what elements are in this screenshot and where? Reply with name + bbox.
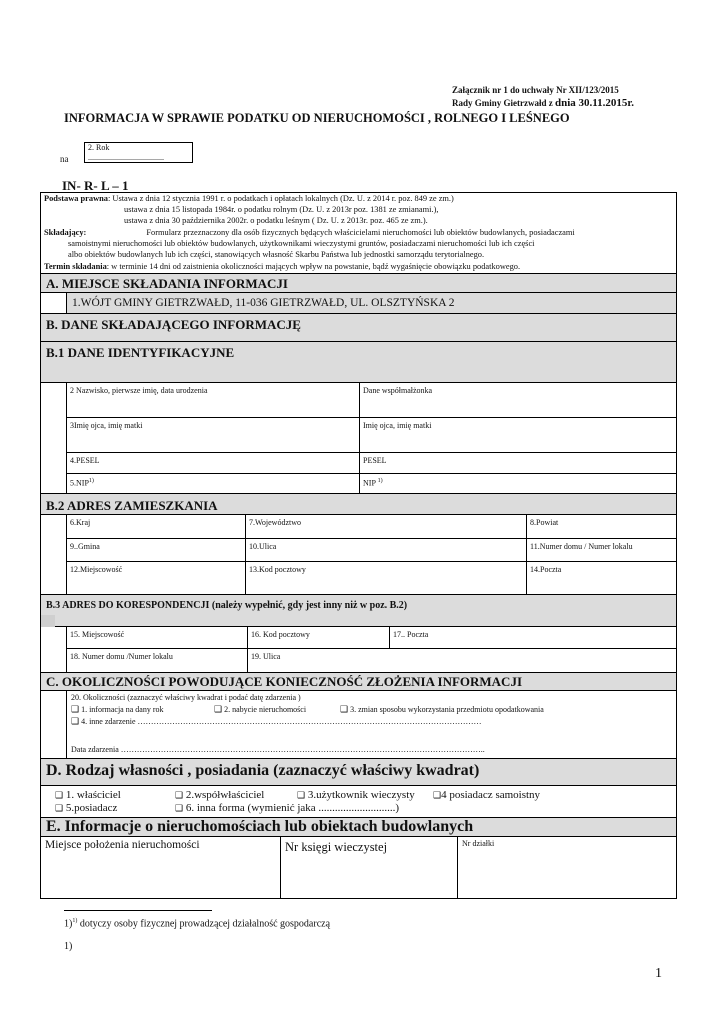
parents-label: 3Imię ojca, imię matki [70,421,143,430]
k-ulica-label: 19. Ulica [251,652,281,661]
d-opt6-label: 6. inna forma (wymienić jaka ............................) [185,802,400,814]
checkbox-icon[interactable]: ❑ [297,791,306,801]
checkbox-icon[interactable]: ❑ [55,804,64,814]
c-intro: 20. Okoliczności (zaznaczyć właściwy kwadrat i podać datę zdarzenia ) [71,693,301,702]
wojewodztwo-label: 7.Województwo [249,518,302,527]
section-b2-title: B.2 ADRES ZAMIESZKANIA [46,498,218,513]
d-opt5-label: 5.posiadacz [65,802,118,814]
kraj-field[interactable] [66,514,246,539]
k-kod-label: 16. Kod pocztowy [251,630,310,639]
e-kw-field[interactable] [280,836,458,899]
d-opt4-label: 4 posiadacz samoistny [441,789,541,801]
pesel-field[interactable] [66,452,360,474]
parents-field[interactable] [66,417,360,453]
page-number: 1 [655,966,662,981]
section-c-body [66,690,677,759]
spouse-pesel-label: PESEL [363,456,387,465]
section-b3-title: B.3 ADRES DO KORESPONDENCJI (należy wypełnić, gdy jest inny niż w poz. B.2) [46,600,408,611]
wojewodztwo-field[interactable] [245,514,527,539]
footnote-1-sup: 1) [72,918,78,924]
k-poczta-label: 17.. Poczta [393,630,429,639]
e-col3-label: Nr działki [462,839,495,848]
name-field[interactable] [66,382,360,418]
e-col2-label: Nr księgi wieczystej [285,840,388,854]
checkbox-icon[interactable]: ❑ [175,791,184,801]
spouse-parents-label: Imię ojca, imię matki [363,421,432,430]
checkbox-icon[interactable]: ❑ [175,804,184,814]
footnote-1-text: dotyczy osoby fizycznej prowadzącej działalność gospodarczą [77,918,331,930]
section-b-header [40,313,677,342]
checkbox-icon[interactable]: ❑ [433,791,442,801]
checkbox-icon[interactable]: ❑ [55,791,64,801]
pesel-label: 4.PESEL [70,456,100,465]
d-opt3-label: 3.użytkownik wieczysty [307,789,415,801]
powiat-label: 8.Powiat [530,518,559,527]
footnote-separator [64,910,212,911]
c-date-line: Data zdarzenia ……………………………………………………………………………………………………………………….. [71,745,485,754]
page-title: INFORMACJA W SPRAWIE PODATKU OD NIERUCHOMOŚCI , ROLNEGO I LEŚNEGO [64,111,570,125]
k-miejscowosc-label: 15. Miejscowość [70,630,125,639]
checkbox-icon[interactable]: ❑ [340,705,349,715]
basis-text-1: : Ustawa z dnia 12 stycznia 1991 r. o podatkach i opłatach lokalnych (Dz. U. z 2014 r. poz. 849 ze zm.) [107,194,454,203]
kod-field[interactable] [245,561,527,595]
d-opt5[interactable] [55,802,117,815]
attachment-line-2-prefix: Rady Gminy Gietrzwałd z [452,98,555,108]
b3-shade-block [41,615,55,627]
spouse-nip-label [363,477,383,488]
miejscowosc-field[interactable] [66,561,246,595]
d-opt1-label: 1. właściciel [65,789,121,801]
checkbox-icon[interactable]: ❑ [214,705,223,715]
section-b1-header [40,341,677,383]
k-ulica-field[interactable] [247,648,677,673]
checkbox-icon[interactable]: ❑ [71,705,80,715]
basis-line-7 [44,262,520,272]
nip-footnote-mark: 1) [88,478,94,484]
nip-label [70,477,94,488]
poczta-field[interactable] [526,561,677,595]
basis-text-7: : w terminie 14 dni od zaistnienia okoliczności mających wpływ na powstanie, bądź wygaśnięcie obowiązku podatkowego. [106,262,521,271]
section-b-title: B. DANE SKŁADAJĄCEGO INFORMACJĘ [46,317,301,332]
section-a-address: 1.WÓJT GMINY GIETRZWAŁD, 11-036 GIETRZWAŁD, UL. OLSZTYŃSKA 2 [72,297,455,309]
e-location-field[interactable] [40,836,281,899]
rok-label: 2. Rok [88,143,110,152]
basis-line-5: samoistnymi nieruchomości lub obiektów budowlanych, użytkownikami wieczystymi gruntów, posiadaczami nieruchomości lub ich części [68,239,535,248]
ulica-label: 10.Ulica [249,542,277,551]
c-opt2-label: 2. nabycie nieruchomości [224,705,307,714]
basis-line-2: ustawa z dnia 15 listopada 1984r. o podatku rolnym (Dz. U. z 2013r poz. 1381 ze zmianami.), [124,205,439,214]
section-a-title: A. MIEJSCE SKŁADANIA INFORMACJI [46,276,288,291]
section-e-title: E. Informacje o nieruchomościach lub obiektach budowlanych [46,818,474,835]
c-opt4[interactable] [71,717,482,727]
ulica-field[interactable] [245,538,527,562]
rok-value: ...................................... [88,153,164,162]
basis-text-4: Formularz przeznaczony dla osób fizycznych będących właścicielami nieruchomości lub obiektów budowlanych, posiadaczami [146,228,575,237]
nr-domu-label: 11.Numer domu / Numer lokalu [530,542,633,551]
spouse-label: Dane współmałżonka [363,386,433,395]
basis-label-termin: Termin składania [44,262,107,271]
spouse-nip-field[interactable] [359,473,677,494]
e-col1-label: Miejsce położenia nieruchomości [45,839,200,851]
miejscowosc-label: 12.Miejscowość [70,565,123,574]
spouse-pesel-field[interactable] [359,452,677,474]
kod-label: 13.Kod pocztowy [249,565,306,574]
d-opt4[interactable] [433,789,540,802]
d-opt2[interactable] [175,789,264,802]
section-a-body [40,292,677,314]
footnote-1 [64,918,330,929]
d-opt1[interactable] [55,789,121,802]
k-kod-field[interactable] [247,626,390,649]
section-b3-header [40,594,677,627]
section-b1-title: B.1 DANE IDENTYFIKACYJNE [46,345,235,360]
k-poczta-field[interactable] [389,626,677,649]
section-d-title: D. Rodzaj własności , posiadania (zaznaczyć właściwy kwadrat) [46,762,480,779]
basis-line-6: albo obiektów budowlanych lub ich części, stanowiących własność Skarbu Państwa lub jednostki samorządu terytorialnego. [68,250,485,259]
e-dzialka-field[interactable] [457,836,677,899]
kraj-label: 6.Kraj [70,518,91,527]
c-opt1[interactable] [71,705,164,715]
c-opt2[interactable] [214,705,306,715]
attachment-date: dnia 30.11.2015r. [555,97,635,109]
attachment-line-1: Załącznik nr 1 do uchwały Nr XII/123/2015 [452,85,619,95]
d-opt3[interactable] [297,789,415,802]
form-table [40,192,677,899]
spouse-field[interactable] [359,382,677,418]
section-c-header [40,672,677,691]
attachment-line-2 [452,97,634,109]
gmina-field[interactable] [66,538,246,562]
basis-line-3: ustawa z dnia 30 października 2002r. o podatku leśnym ( Dz. U. z 2013r. poz. 465 ze zm.). [124,216,428,225]
c-opt3-label: 3. zmian sposobu wykorzystania przedmiotu opodatkowania [350,705,544,714]
d-opt2-label: 2.współwłaściciel [185,789,265,801]
na-label: na [60,154,69,164]
rok-box[interactable] [84,142,193,163]
poczta-label: 14.Poczta [530,565,562,574]
c-opt4-label: 4. inne zdarzenie ………………………………………………………………………………………………………………… [81,717,482,726]
spouse-parents-field[interactable] [359,417,677,453]
section-a-header [40,273,677,293]
nr-domu-field[interactable] [526,538,677,562]
form-code: IN- R- L – 1 [62,178,129,193]
section-c-title: C. OKOLICZNOŚCI POWODUJĄCE KONIECZNOŚĆ ZŁOŻENIA INFORMACJI [46,674,523,689]
section-d-header [40,758,677,786]
section-d-body [40,785,677,818]
section-e-header [40,817,677,837]
c-opt1-label: 1. informacja na dany rok [81,705,164,714]
section-b2-header [40,493,677,515]
spouse-nip-footnote-mark: 1) [377,478,383,484]
k-miejscowosc-field[interactable] [66,626,248,649]
k-nr-domu-field[interactable] [66,648,248,673]
basis-line-1 [44,194,454,204]
nip-field[interactable] [66,473,360,494]
checkbox-icon[interactable]: ❑ [71,717,80,727]
basis-label-podstawa: Podstawa prawna [44,194,108,203]
basis-line-4 [44,228,575,238]
spouse-nip-label-text: NIP [363,478,378,488]
footnote-1-prefix: 1) [64,918,73,930]
name-label: 2 Nazwisko, pierwsze imię, data urodzenia [70,386,208,395]
footnote-2: 1) [64,941,73,952]
d-opt6[interactable] [175,802,399,815]
k-nr-domu-label: 18. Numer domu /Numer lokalu [70,652,173,661]
gmina-label: 9..Gmina [70,542,100,551]
section-a-address-cell [66,292,677,314]
c-opt3[interactable] [340,705,544,715]
powiat-field[interactable] [526,514,677,539]
basis-label-skladajacy: Składający: [44,228,87,237]
nip-label-text: 5.NIP [70,478,89,488]
